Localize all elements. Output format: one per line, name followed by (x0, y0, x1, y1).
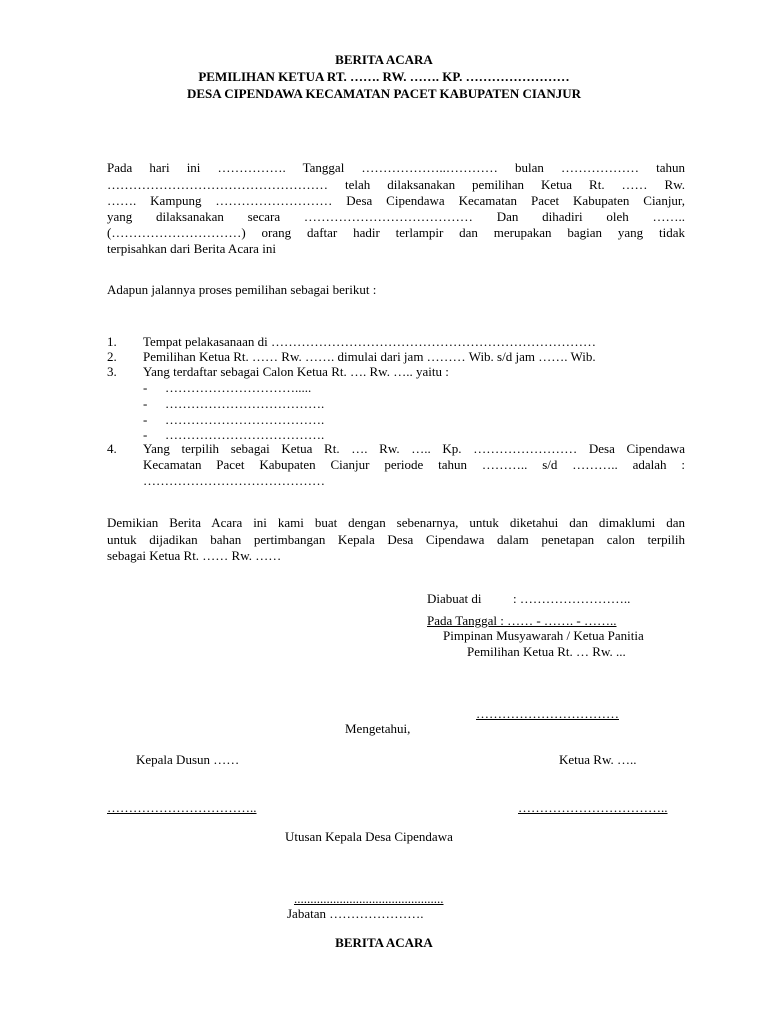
intro-line: Pada hari ini ……………. Tanggal ………………..………… bulan ……………… tahun (107, 160, 685, 175)
item-number: 2. (107, 349, 117, 364)
candidate-blank: …………………………..... (165, 380, 312, 395)
closing-line: Demikian Berita Acara ini kami buat dengan sebenarnya, untuk diketahui dan dimaklumi dan (107, 515, 685, 530)
position-line: Jabatan …………………. (287, 906, 424, 921)
leader-subtitle: Pemilihan Ketua Rt. … Rw. ... (467, 644, 626, 659)
candidate-dash: - (143, 396, 148, 411)
document-subtitle: PEMILIHAN KETUA RT. ……. RW. ……. KP. …………………… (198, 69, 570, 84)
footer-title: BERITA ACARA (335, 935, 433, 950)
village-signature-line: .............................................. (294, 891, 444, 906)
item4-line: Kecamatan Pacet Kabupaten Cianjur periode tahun ……….. s/d ……….. adalah : (143, 457, 685, 472)
intro-line: ……. Kampung ……………………… Desa Cipendawa Kecamatan Pacet Kabupaten Cianjur, (107, 193, 685, 208)
document-title: BERITA ACARA (335, 52, 433, 67)
dusun-head-label: Kepala Dusun …… (136, 752, 240, 767)
leader-signature-line: …………………………… (476, 706, 619, 721)
item4-line: …………………………………… (143, 473, 325, 488)
made-at-label: Diabuat di (427, 591, 482, 606)
rw-signature-line: …………………………….. (518, 800, 668, 815)
item-number: 4. (107, 441, 117, 456)
document-location: DESA CIPENDAWA KECAMATAN PACET KABUPATEN CIANJUR (186, 86, 581, 101)
candidate-blank: ………………………………. (165, 396, 325, 411)
item4-line: Yang terpilih sebagai Ketua Rt. …. Rw. ….. Kp. …………………… Desa Cipendawa (143, 441, 685, 456)
candidate-blank: ………………………………. (165, 412, 325, 427)
item-number: 3. (107, 364, 117, 379)
leader-title: Pimpinan Musyawarah / Ketua Panitia (443, 628, 644, 643)
intro-line: yang dilaksanakan secara ………………………………… Dan dihadiri oleh …….. (107, 209, 685, 224)
item-number: 1. (107, 334, 117, 349)
village-representative: Utusan Kepala Desa Cipendawa (285, 829, 453, 844)
process-intro: Adapun jalannya proses pemilihan sebagai berikut : (107, 282, 377, 297)
item-text: Tempat pelakasanaan di ………………………………………………………………… (143, 334, 596, 349)
closing-line: untuk dijadikan bahan pertimbangan Kepala Desa Cipendawa dalam penetapan calon terpilih (107, 532, 685, 547)
made-at-value: : …………………….. (513, 591, 631, 606)
item-text: Pemilihan Ketua Rt. …… Rw. ……. dimulai dari jam ……… Wib. s/d jam ……. Wib. (143, 349, 596, 364)
item-text: Yang terdaftar sebagai Calon Ketua Rt. …. Rw. ….. yaitu : (143, 364, 449, 379)
date-line: Pada Tanggal : …… - ……. - …….. (427, 613, 617, 628)
intro-last-line: terpisahkan dari Berita Acara ini (107, 241, 276, 256)
candidate-dash: - (143, 427, 148, 442)
dusun-signature-line: …………………………….. (107, 800, 257, 815)
intro-line: (…………………………) orang daftar hadir terlampir dan merupakan bagian yang tidak (107, 225, 685, 240)
acknowledge-label: Mengetahui, (345, 721, 411, 736)
closing-last-line: sebagai Ketua Rt. …… Rw. …… (107, 548, 282, 563)
intro-line: …………………………………………… telah dilaksanakan pemilihan Ketua Rt. …… Rw. (107, 177, 685, 192)
candidate-dash: - (143, 412, 148, 427)
candidate-dash: - (143, 380, 148, 395)
rw-head-label: Ketua Rw. ….. (559, 752, 637, 767)
candidate-blank: ………………………………. (165, 427, 325, 442)
